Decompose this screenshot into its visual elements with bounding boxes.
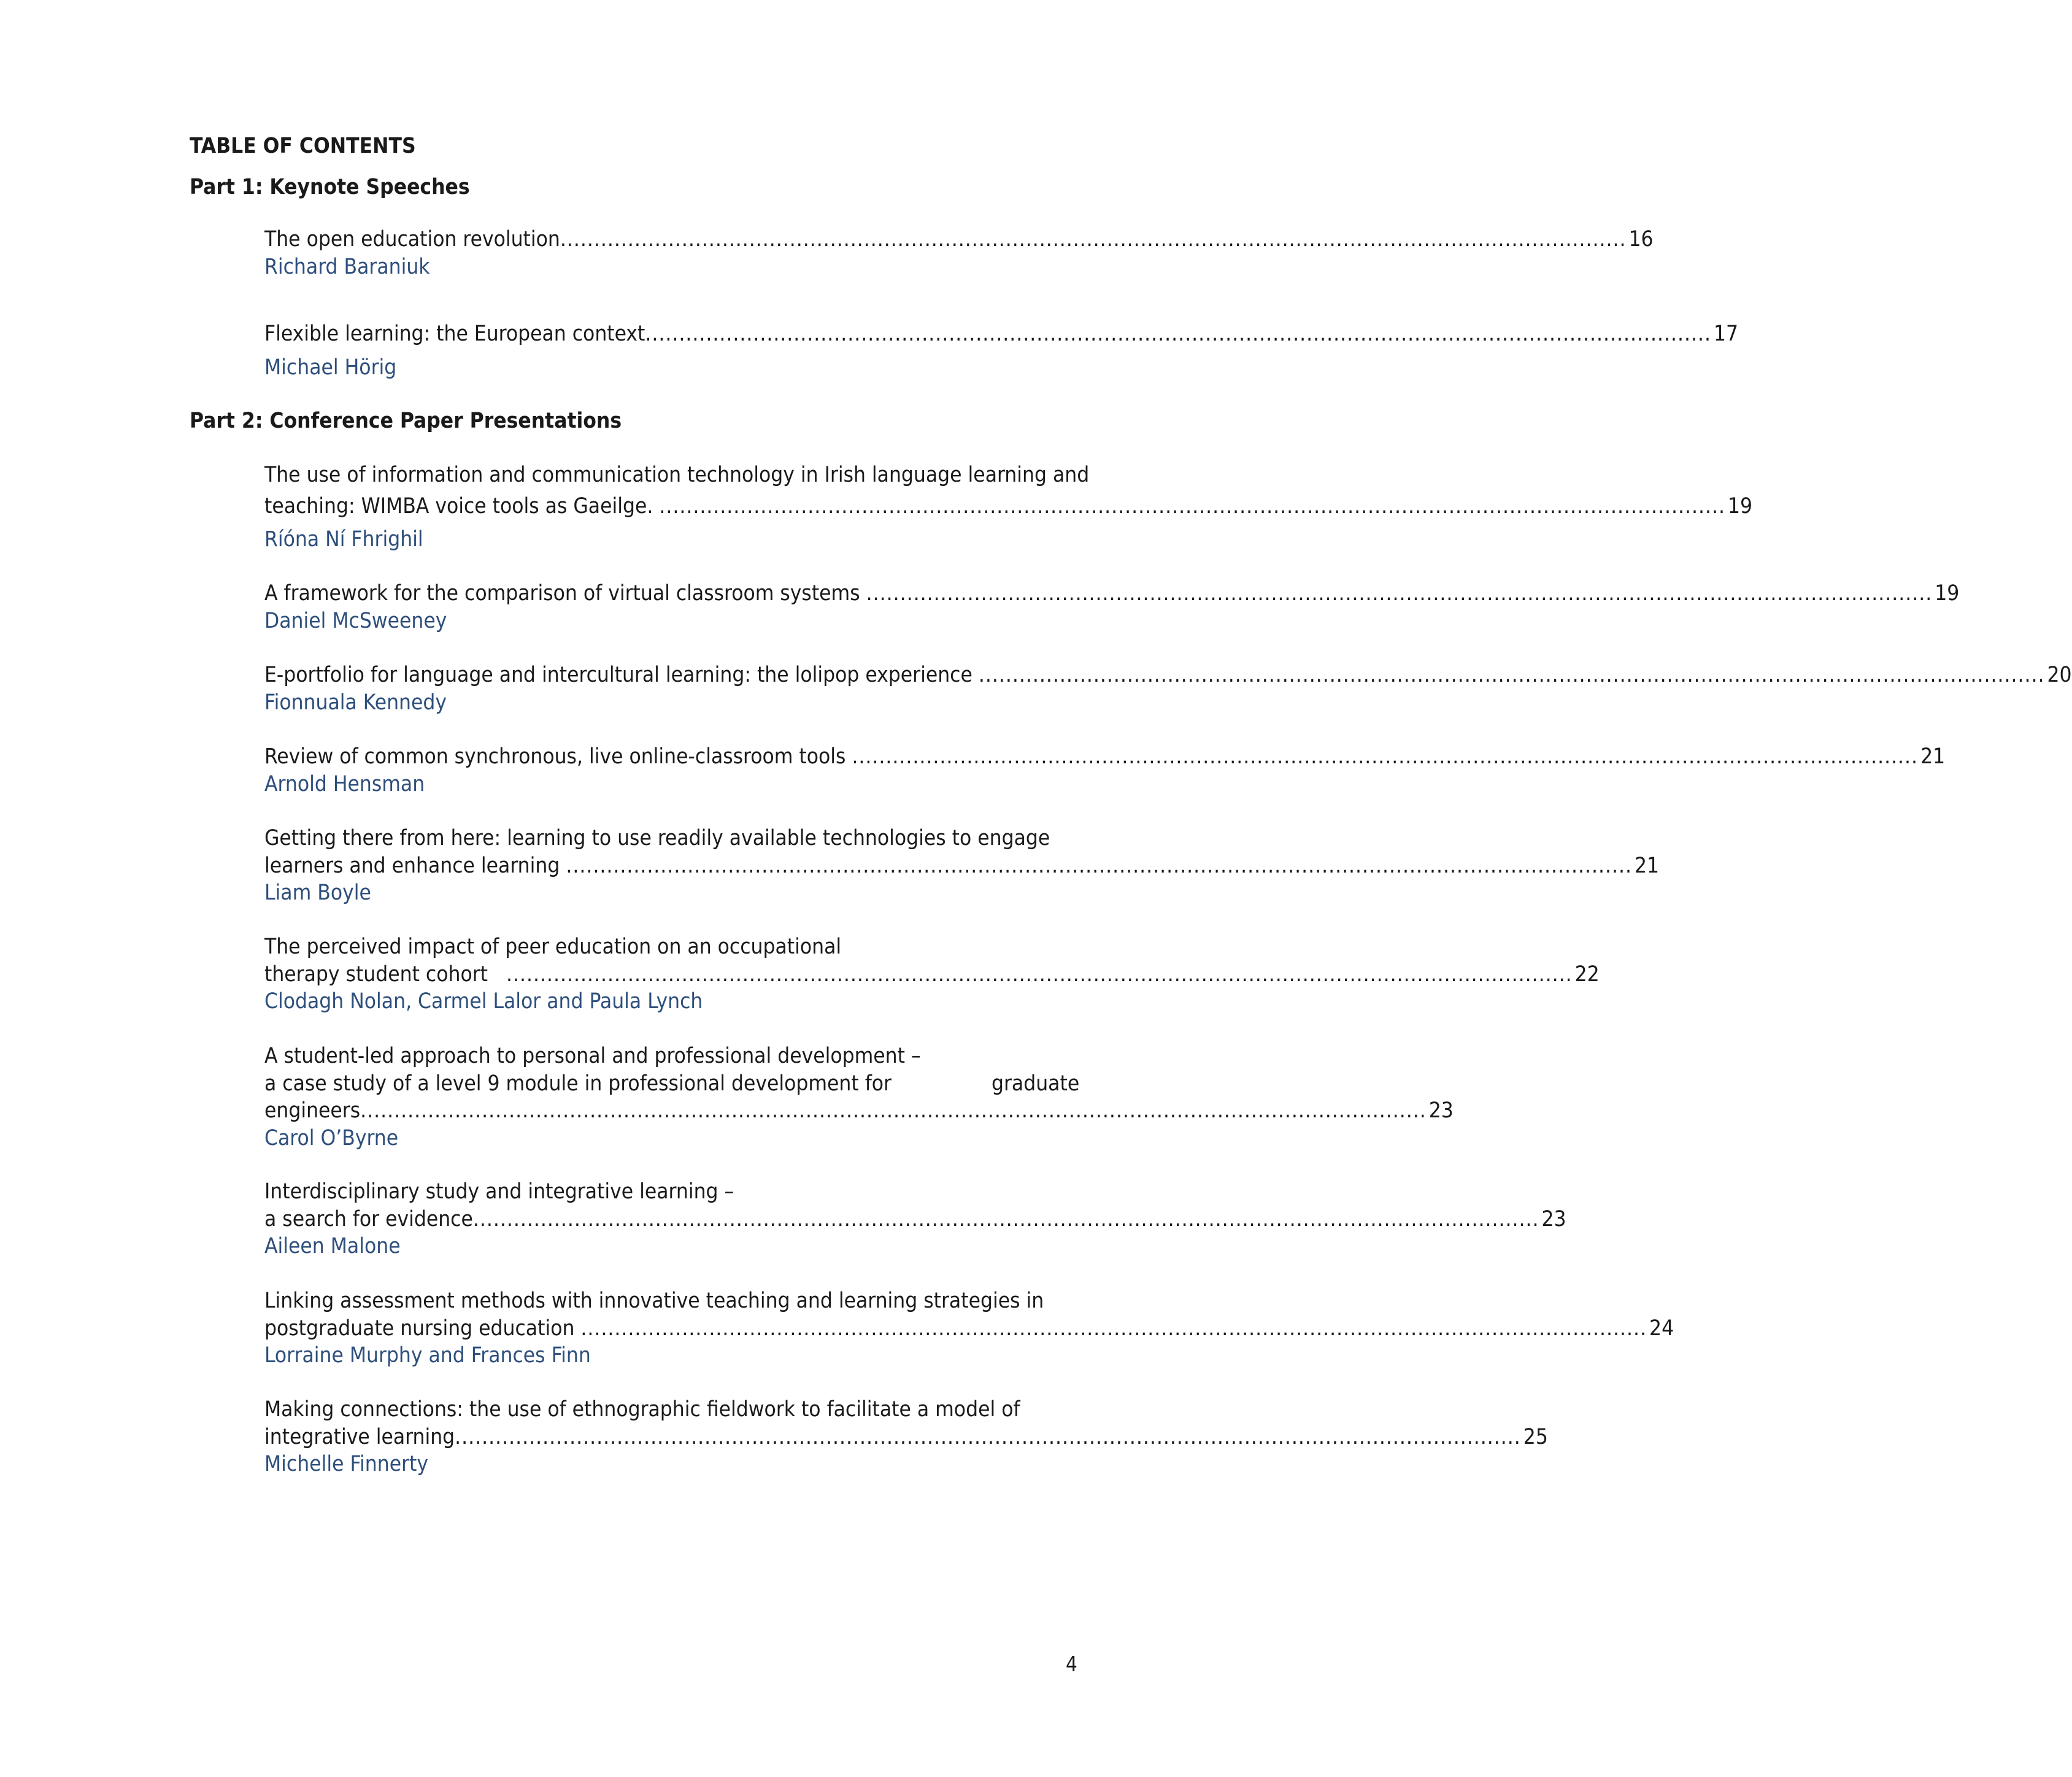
dot-leader: .............................................................................................................................................................. [580,1316,1647,1341]
toc-entry [264,580,1960,634]
toc-entry [264,461,1753,553]
toc-entry [264,825,1660,907]
entry-authors: Aileen Malone [264,1234,401,1259]
entry-page-number: 17 [1713,322,1739,346]
entry-title-line: Interdisciplinary study and integrative learning – [264,1179,734,1204]
entry-page-number: 21 [1634,853,1660,878]
entry-title-line: A student-led approach to personal and professional development – [264,1044,921,1068]
dot-leader: .............................................................................................................................................................. [866,581,1933,606]
entry-authors: Lorraine Murphy and Frances Finn [264,1343,591,1368]
toc-entry [264,1043,1454,1152]
entry-title-line: learners and enhance learning .............................................................................................................................................................. 21 [264,852,1066,880]
entry-authors: Michelle Finnerty [264,1452,428,1476]
entry-authors: Daniel McSweeney [264,608,447,633]
toc-entry [264,1396,1548,1478]
part-heading-1: Part 1: Keynote Speeches [190,175,470,199]
toc-entry [264,661,2072,716]
entry-title-line: The use of information and communication technology in Irish language learning and [264,463,1090,487]
entry-page-number: 25 [1523,1424,1548,1449]
entry-title-line: Making connections: the use of ethnographic fieldwork to facilitate a model of [264,1397,1020,1422]
entry-title-line: integrative learning .............................................................................................................................................................. 25 [264,1424,1066,1451]
dot-leader: .............................................................................................................................................................. [978,663,2045,687]
toc-entry [264,226,1654,280]
dot-leader: .............................................................................................................................................................. [852,744,1919,769]
entry-title-line: a case study of a level 9 module in professional development for graduate [264,1070,1074,1098]
dot-leader: .............................................................................................................................................................. [455,1424,1521,1449]
entry-page-number: 24 [1649,1316,1674,1341]
toc-entry [264,320,1739,381]
entry-page-number: 16 [1628,227,1654,252]
entry-title-line: E-portfolio for language and intercultural learning: the lolipop experience .............................................................................................................................................................. 20 [264,661,1066,689]
dot-leader: .............................................................................................................................................................. [360,1098,1427,1123]
entry-page-number: 21 [1920,744,1946,769]
entry-authors: Arnold Hensman [264,771,425,796]
toc-entry [264,933,1600,1016]
entry-title-fragment: graduate [992,1071,1080,1096]
entry-title-line: Linking assessment methods with innovative teaching and learning strategies in [264,1289,1044,1313]
dot-leader: .............................................................................................................................................................. [566,853,1632,878]
entry-authors: Michael Hörig [264,355,397,380]
entry-title-line: teaching: WIMBA voice tools as Gaeilge. .............................................................................................................................................................. 19 [264,493,1066,520]
entry-authors: Liam Boyle [264,881,371,905]
entry-title-line: Flexible learning: the European context .............................................................................................................................................................. 17 [264,320,1066,348]
entry-authors: Clodagh Nolan, Carmel Lalor and Paula Lynch [264,989,703,1014]
entry-page-number: 20 [2047,663,2072,687]
entry-authors: Ríóna Ní Fhrighil [264,527,423,552]
toc-entry [264,743,1946,798]
dot-leader: .............................................................................................................................................................. [560,227,1627,252]
entry-page-number: 22 [1574,962,1600,987]
entry-page-number: 19 [1935,581,1960,606]
toc-entry [264,1178,1566,1260]
entry-title-line: Review of common synchronous, live online-classroom tools .............................................................................................................................................................. 21 [264,743,1066,771]
entry-page-number: 23 [1428,1098,1454,1123]
entry-title-line: Getting there from here: learning to use readily available technologies to engage [264,826,1050,850]
entry-title-line: postgraduate nursing education .............................................................................................................................................................. 24 [264,1315,1066,1343]
entry-title-line: The perceived impact of peer education on an occupational [264,935,842,959]
entry-authors: Carol O’Byrne [264,1125,399,1151]
entry-title-line: engineers .............................................................................................................................................................. 23 [264,1097,1066,1125]
entry-authors: Fionnuala Kennedy [264,690,447,715]
dot-leader: .............................................................................................................................................................. [506,962,1573,987]
entry-title-line: therapy student cohort .............................................................................................................................................................. 22 [264,961,1066,989]
entry-title-line: A framework for the comparison of virtual classroom systems .............................................................................................................................................................. 19 [264,580,1066,607]
dot-leader: .............................................................................................................................................................. [472,1206,1539,1232]
entry-page-number: 19 [1727,493,1753,518]
entry-authors: Richard Baraniuk [264,254,430,279]
dot-leader: .............................................................................................................................................................. [645,322,1711,346]
entry-title-line: a search for evidence .............................................................................................................................................................. 23 [264,1206,1066,1233]
part-heading-2: Part 2: Conference Paper Presentations [190,409,622,433]
dot-leader: .............................................................................................................................................................. [659,493,1725,518]
entry-page-number: 23 [1541,1206,1566,1232]
toc-entry [264,1287,1674,1370]
page-number: 4 [1066,1652,1077,1676]
toc-title: TABLE OF CONTENTS [190,134,416,158]
entry-title-line: The open education revolution .............................................................................................................................................................. 16 [264,226,1066,253]
